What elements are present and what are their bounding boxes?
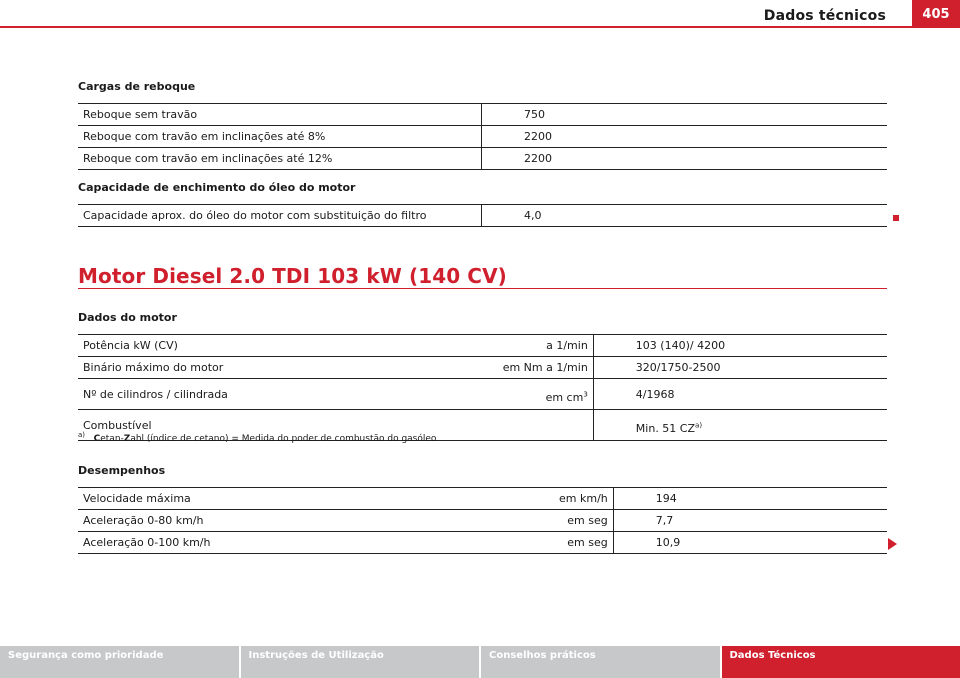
table-row	[78, 205, 887, 227]
row-label: Reboque com travão em inclinações até 8%	[78, 126, 482, 148]
row-value: 103 (140)/ 4200	[593, 335, 887, 357]
row-label: Combustível	[78, 410, 388, 441]
performance-table	[78, 487, 887, 554]
section-title-rule	[78, 288, 887, 289]
table-row	[78, 379, 887, 410]
table-row	[78, 532, 887, 554]
page-header-title: Dados técnicos	[763, 8, 886, 24]
row-unit: em km/h	[388, 488, 613, 510]
row-label: Potência kW (CV)	[78, 335, 388, 357]
row-value	[593, 410, 887, 441]
value-text: Min. 51 CZ	[635, 421, 696, 435]
row-value: 2200	[482, 148, 888, 170]
table-row	[78, 357, 887, 379]
row-value: 10,9	[613, 532, 887, 554]
footnote-text: ahl (índice de cetano) = Medida do poder de combustão do gasóleo	[130, 434, 437, 444]
row-value: 7,7	[613, 510, 887, 532]
row-label: Nº de cilindros / cilindrada	[78, 379, 388, 410]
row-label: Reboque sem travão	[78, 104, 482, 126]
row-label: Binário máximo do motor	[78, 357, 388, 379]
row-label: Capacidade aprox. do óleo do motor com substituição do filtro	[78, 205, 482, 227]
section-end-marker	[893, 215, 899, 221]
footer-nav	[0, 646, 960, 678]
row-value: 320/1750-2500	[593, 357, 887, 379]
table-row	[78, 510, 887, 532]
row-value: 4/1968	[593, 379, 887, 410]
footnote-bold-c: C	[93, 434, 101, 444]
row-value: 194	[613, 488, 887, 510]
footnote-ref[interactable]: a)	[695, 420, 703, 429]
row-label: Aceleração 0-100 km/h	[78, 532, 388, 554]
footer-tab-safety[interactable]: Segurança como prioridade	[0, 646, 239, 678]
row-unit: em seg	[388, 532, 613, 554]
row-label: Reboque com travão em inclinações até 12%	[78, 148, 482, 170]
row-value: 4,0	[482, 205, 888, 227]
footer-tab-practical-tips[interactable]: Conselhos práticos	[481, 646, 720, 678]
row-value: 750	[482, 104, 888, 126]
row-value: 2200	[482, 126, 888, 148]
towing-heading: Cargas de reboque	[78, 80, 196, 93]
unit-text: em cm	[545, 390, 584, 404]
footnote-bold-z: Z	[123, 434, 131, 444]
oil-table	[78, 204, 887, 227]
table-row	[78, 126, 887, 148]
row-unit: em seg	[388, 510, 613, 532]
row-unit	[388, 379, 593, 410]
towing-table	[78, 103, 887, 170]
engine-table	[78, 334, 887, 441]
row-unit: em Nm a 1/min	[388, 357, 593, 379]
unit-superscript: 3	[583, 389, 588, 398]
footnote-marker: a)	[78, 431, 86, 439]
row-label: Aceleração 0-80 km/h	[78, 510, 388, 532]
footer-tab-technical-data[interactable]: Dados Técnicos	[722, 646, 960, 678]
footer-tab-instructions[interactable]: Instruções de Utilização	[241, 646, 480, 678]
footnote	[78, 431, 437, 444]
header-rule	[0, 26, 960, 28]
table-row	[78, 335, 887, 357]
table-row	[78, 488, 887, 510]
row-unit: a 1/min	[388, 335, 593, 357]
table-row	[78, 104, 887, 126]
footnote-text: etan-	[100, 434, 124, 444]
oil-heading: Capacidade de enchimento do óleo do motor	[78, 181, 356, 194]
continue-arrow-icon[interactable]	[888, 538, 897, 550]
table-row	[78, 148, 887, 170]
page-number: 405	[912, 0, 960, 28]
engine-heading: Dados do motor	[78, 311, 177, 324]
section-title: Motor Diesel 2.0 TDI 103 kW (140 CV)	[78, 264, 507, 288]
performance-heading: Desempenhos	[78, 464, 166, 477]
row-label: Velocidade máxima	[78, 488, 388, 510]
